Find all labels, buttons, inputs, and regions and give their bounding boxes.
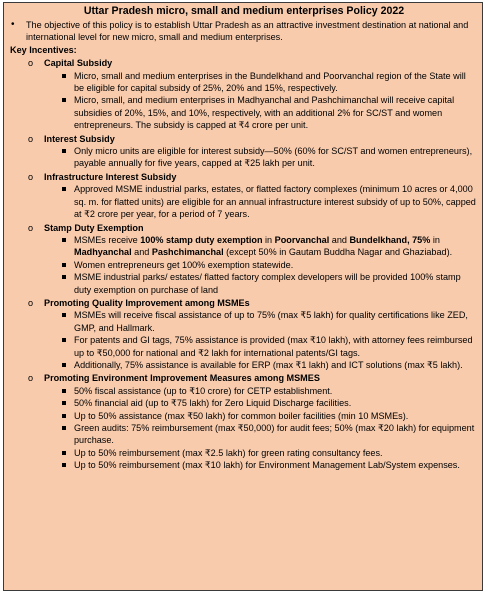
bullet-icon: • [11, 19, 15, 30]
list-item: Green audits: 75% reimbursement (max ₹50,000) for audit fees; 50% (max ₹20 lakh) for equipment purchase. [10, 422, 478, 447]
section-heading-interest-subsidy: o Interest Subsidy [28, 133, 115, 144]
policy-box [3, 2, 483, 591]
square-bullet-icon [62, 401, 66, 405]
list-item: Up to 50% reimbursement (max ₹2.5 lakh) for green rating consultancy fees. [10, 447, 478, 459]
square-bullet-icon [62, 426, 66, 430]
square-bullet-icon [62, 451, 66, 455]
square-bullet-icon [62, 463, 66, 467]
circle-bullet-icon: o [28, 58, 34, 69]
list-item: Up to 50% assistance (max ₹50 lakh) for common boiler facilities (min 10 MSMEs). [10, 410, 478, 422]
list-item: Up to 50% reimbursement (max ₹10 lakh) for Environment Management Lab/System expenses. [10, 459, 478, 471]
list-item: 50% financial aid (up to ₹75 lakh) for Zero Liquid Discharge facilities. [10, 397, 478, 409]
square-bullet-icon [62, 313, 66, 317]
section-heading-quality-improvement: o Promoting Quality Improvement among MSMEs [28, 297, 250, 308]
list-item: For patents and GI tags, 75% assistance is provided (max ₹10 lakh), with attorney fees reimbursed up to ₹50,000 for national and ₹2 lakh for international patents/GI tags. [10, 334, 478, 359]
square-bullet-icon [62, 238, 66, 242]
circle-bullet-icon: o [28, 373, 34, 384]
list-item: 50% fiscal assistance (up to ₹10 crore) for CETP establishment. [10, 385, 478, 397]
square-bullet-icon [62, 338, 66, 342]
section-heading-stamp-duty-exemption: o Stamp Duty Exemption [28, 222, 144, 233]
square-bullet-icon [62, 98, 66, 102]
key-incentives-label: Key Incentives: [10, 44, 77, 55]
list-item: MSMEs will receive fiscal assistance of up to 75% (max ₹5 lakh) for quality certifications like ZED, GMP, and Hallmark. [10, 309, 478, 334]
square-bullet-icon [62, 363, 66, 367]
list-item: Additionally, 75% assistance is available for ERP (max ₹1 lakh) and ICT solutions (max ₹5 lakh). [10, 359, 478, 371]
square-bullet-icon [62, 187, 66, 191]
list-item: MSMEs receive 100% stamp duty exemption in Poorvanchal and Bundelkhand, 75% in Madhyanchal and Pashchimanchal (except 50% in Gautam Buddha Nagar and Ghaziabad). [10, 234, 478, 259]
square-bullet-icon [62, 414, 66, 418]
section-heading-infrastructure-interest-subsidy: o Infrastructure Interest Subsidy [28, 171, 177, 182]
list-item: Only micro units are eligible for interest subsidy—50% (60% for SC/ST and women entrepreneurs), payable annually for five years, capped at ₹25 lakh per unit. [10, 145, 478, 170]
intro-paragraph [10, 19, 478, 44]
list-item: Micro, small, and medium enterprises in Madhyanchal and Pashchimanchal will receive capital subsidies of 20%, 15%, and 10%, respectively, with an additional 2% for SC/ST and women entrepreneurs. The subsidy is capped at ₹4 crore per unit. [10, 94, 478, 131]
circle-bullet-icon: o [28, 222, 34, 233]
square-bullet-icon [62, 149, 66, 153]
list-item: Micro, small and medium enterprises in the Bundelkhand and Poorvanchal region of the State will be eligible for capital subsidy of 25%, 20% and 15%, respectively. [10, 70, 478, 95]
circle-bullet-icon: o [28, 133, 34, 144]
square-bullet-icon [62, 389, 66, 393]
square-bullet-icon [62, 275, 66, 279]
list-item: Women entrepreneurs get 100% exemption statewide. [10, 259, 478, 271]
section-heading-environment-improvement: o Promoting Environment Improvement Measures among MSMES [28, 373, 320, 384]
section-heading-capital-subsidy: o Capital Subsidy [28, 58, 113, 69]
square-bullet-icon [62, 74, 66, 78]
intro-text: The objective of this policy is to establish Uttar Pradesh as an attractive investment destination at national and international level for new micro, small and medium enterprises. [26, 20, 469, 43]
list-item: MSME industrial parks/ estates/ flatted factory complex developers will be provided 100% stamp duty exemption on purchase of land [10, 271, 478, 296]
circle-bullet-icon: o [28, 297, 34, 308]
circle-bullet-icon: o [28, 171, 34, 182]
list-item: Approved MSME industrial parks, estates, or flatted factory complexes (minimum 10 acres or 4,000 sq. m. for flatted units) are eligible for an annual infrastructure interest subsidy of up to 50%, capped at ₹2 crore per year, for a period of 7 years. [10, 183, 478, 220]
square-bullet-icon [62, 263, 66, 267]
policy-title: Uttar Pradesh micro, small and medium enterprises Policy 2022 [83, 5, 405, 17]
